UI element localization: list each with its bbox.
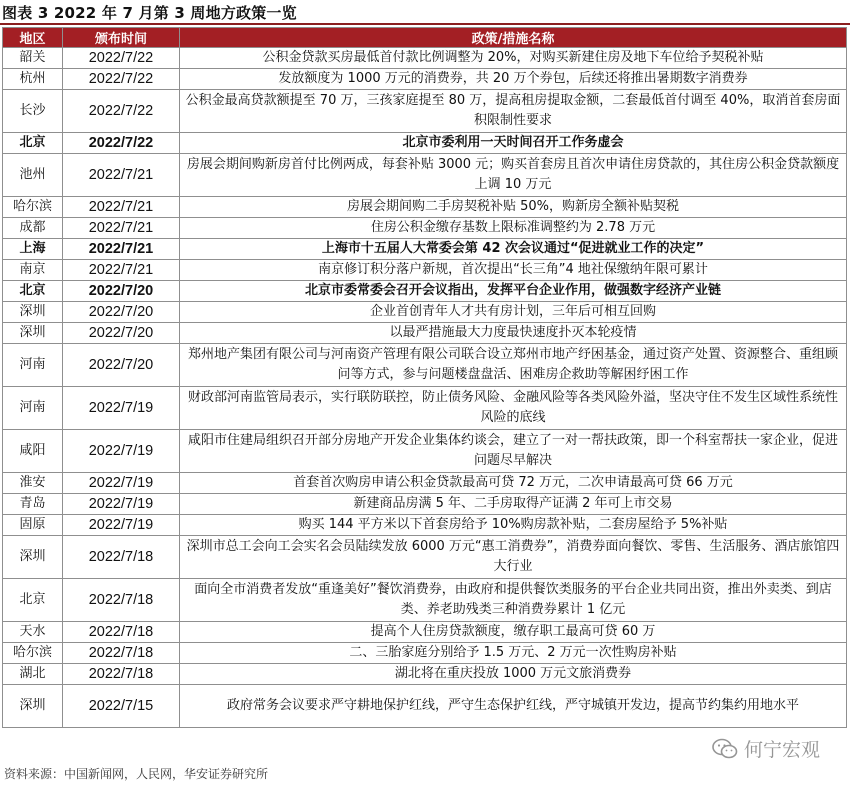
table-row bbox=[3, 154, 847, 197]
cell-region: 成都 bbox=[3, 218, 63, 239]
cell-date: 2022/7/21 bbox=[63, 197, 180, 218]
cell-region: 长沙 bbox=[3, 90, 63, 133]
table-row bbox=[3, 48, 847, 69]
policy-table-body bbox=[3, 48, 847, 728]
cell-region: 北京 bbox=[3, 281, 63, 302]
cell-policy: 房展会期间购二手房契税补贴 50%，购新房全额补贴契税 bbox=[180, 197, 847, 218]
table-row bbox=[3, 218, 847, 239]
cell-policy: 面向全市消费者发放“重逢美好”餐饮消费券，由政府和提供餐饮类服务的平台企业共同出资，推出外卖类、到店类、养老助残类三种消费券累计 1 亿元 bbox=[180, 579, 847, 622]
table-row bbox=[3, 664, 847, 685]
cell-date: 2022/7/19 bbox=[63, 430, 180, 473]
cell-region: 深圳 bbox=[3, 302, 63, 323]
cell-region: 河南 bbox=[3, 387, 63, 430]
cell-date: 2022/7/20 bbox=[63, 302, 180, 323]
cell-policy: 深圳市总工会向工会实名会员陆续发放 6000 万元“惠工消费券”，消费券面向餐饮、零售、生活服务、酒店旅馆四大行业 bbox=[180, 536, 847, 579]
cell-policy: 郑州地产集团有限公司与河南资产管理有限公司联合设立郑州市地产纾困基金，通过资产处置、资源整合、重组顾问等方式，参与问题楼盘盘活、困难房企救助等解困纾困工作 bbox=[180, 344, 847, 387]
header-region: 地区 bbox=[3, 28, 63, 48]
cell-region: 哈尔滨 bbox=[3, 197, 63, 218]
cell-date: 2022/7/22 bbox=[63, 69, 180, 90]
cell-date: 2022/7/18 bbox=[63, 664, 180, 685]
table-row bbox=[3, 197, 847, 218]
cell-region: 固原 bbox=[3, 515, 63, 536]
table-row bbox=[3, 281, 847, 302]
cell-date: 2022/7/19 bbox=[63, 494, 180, 515]
header-date: 颁布时间 bbox=[63, 28, 180, 48]
cell-region: 湖北 bbox=[3, 664, 63, 685]
table-row bbox=[3, 387, 847, 430]
cell-region: 天水 bbox=[3, 622, 63, 643]
table-row bbox=[3, 536, 847, 579]
cell-date: 2022/7/19 bbox=[63, 473, 180, 494]
cell-policy: 南京修订积分落户新规，首次提出“长三角”4 地社保缴纳年限可累计 bbox=[180, 260, 847, 281]
cell-policy: 北京市委利用一天时间召开工作务虚会 bbox=[180, 133, 847, 154]
table-row bbox=[3, 323, 847, 344]
cell-date: 2022/7/22 bbox=[63, 133, 180, 154]
table-row bbox=[3, 239, 847, 260]
cell-region: 河南 bbox=[3, 344, 63, 387]
cell-date: 2022/7/21 bbox=[63, 260, 180, 281]
cell-region: 青岛 bbox=[3, 494, 63, 515]
cell-date: 2022/7/22 bbox=[63, 48, 180, 69]
table-row bbox=[3, 643, 847, 664]
watermark-text: 何宁宏观 bbox=[743, 739, 820, 761]
cell-policy: 购买 144 平方米以下首套房给予 10%购房款补贴，二套房屋给予 5%补贴 bbox=[180, 515, 847, 536]
cell-region: 深圳 bbox=[3, 536, 63, 579]
cell-policy: 二、三胎家庭分别给予 1.5 万元、2 万元一次性购房补贴 bbox=[180, 643, 847, 664]
table-row bbox=[3, 90, 847, 133]
cell-policy: 咸阳市住建局组织召开部分房地产开发企业集体约谈会，建立了一对一帮扶政策，即一个科室帮扶一家企业，促进问题尽早解决 bbox=[180, 430, 847, 473]
cell-date: 2022/7/21 bbox=[63, 239, 180, 260]
cell-date: 2022/7/18 bbox=[63, 536, 180, 579]
table-row bbox=[3, 133, 847, 154]
watermark bbox=[712, 735, 820, 762]
table-row bbox=[3, 579, 847, 622]
cell-date: 2022/7/21 bbox=[63, 154, 180, 197]
cell-policy: 提高个人住房贷款额度，缴存职工最高可贷 60 万 bbox=[180, 622, 847, 643]
cell-date: 2022/7/18 bbox=[63, 622, 180, 643]
table-row bbox=[3, 685, 847, 728]
table-row bbox=[3, 344, 847, 387]
cell-policy: 公积金贷款买房最低首付款比例调整为 20%，对购买新建住房及地下车位给予契税补贴 bbox=[180, 48, 847, 69]
source-note: 资料来源：中国新闻网，人民网，华安证券研究所 bbox=[4, 767, 269, 781]
table-row bbox=[3, 622, 847, 643]
cell-policy: 住房公积金缴存基数上限标准调整约为 2.78 万元 bbox=[180, 218, 847, 239]
wechat-icon bbox=[712, 738, 738, 760]
cell-policy: 房展会期间购新房首付比例两成，每套补贴 3000 元；购买首套房且首次申请住房贷款的，其住房公积金贷款额度上调 10 万元 bbox=[180, 154, 847, 197]
cell-date: 2022/7/20 bbox=[63, 344, 180, 387]
title-divider bbox=[0, 23, 850, 25]
table-row bbox=[3, 494, 847, 515]
cell-date: 2022/7/18 bbox=[63, 643, 180, 664]
cell-date: 2022/7/19 bbox=[63, 515, 180, 536]
cell-policy: 首套首次购房申请公积金贷款最高可贷 72 万元，二次申请最高可贷 66 万元 bbox=[180, 473, 847, 494]
cell-region: 南京 bbox=[3, 260, 63, 281]
table-row bbox=[3, 515, 847, 536]
cell-date: 2022/7/18 bbox=[63, 579, 180, 622]
table-row bbox=[3, 69, 847, 90]
cell-policy: 以最严措施最大力度最快速度扑灭本轮疫情 bbox=[180, 323, 847, 344]
cell-policy: 上海市十五届人大常委会第 42 次会议通过“促进就业工作的决定” bbox=[180, 239, 847, 260]
cell-policy: 湖北将在重庆投放 1000 万元文旅消费券 bbox=[180, 664, 847, 685]
cell-region: 深圳 bbox=[3, 685, 63, 728]
cell-policy: 发放额度为 1000 万元的消费券，共 20 万个券包，后续还将推出暑期数字消费券 bbox=[180, 69, 847, 90]
cell-policy: 公积金最高贷款额提至 70 万，三孩家庭提至 80 万，提高租房提取金额，二套最低首付调至 40%，取消首套房面积限制性要求 bbox=[180, 90, 847, 133]
cell-region: 北京 bbox=[3, 133, 63, 154]
cell-policy: 财政部河南监管局表示，实行联防联控，防止债务风险、金融风险等各类风险外溢，坚决守住不发生区域性系统性风险的底线 bbox=[180, 387, 847, 430]
cell-region: 池州 bbox=[3, 154, 63, 197]
table-row bbox=[3, 473, 847, 494]
cell-policy: 政府常务会议要求严守耕地保护红线，严守生态保护红线，严守城镇开发边，提高节约集约用地水平 bbox=[180, 685, 847, 728]
cell-date: 2022/7/19 bbox=[63, 387, 180, 430]
cell-date: 2022/7/20 bbox=[63, 323, 180, 344]
cell-policy: 新建商品房满 5 年、二手房取得产证满 2 年可上市交易 bbox=[180, 494, 847, 515]
table-row bbox=[3, 430, 847, 473]
table-row bbox=[3, 302, 847, 323]
cell-region: 北京 bbox=[3, 579, 63, 622]
header-policy: 政策/措施名称 bbox=[180, 28, 847, 48]
policy-table bbox=[2, 27, 847, 728]
cell-region: 哈尔滨 bbox=[3, 643, 63, 664]
cell-region: 上海 bbox=[3, 239, 63, 260]
cell-region: 杭州 bbox=[3, 69, 63, 90]
table-header-row bbox=[3, 28, 847, 48]
cell-region: 深圳 bbox=[3, 323, 63, 344]
cell-date: 2022/7/20 bbox=[63, 281, 180, 302]
table-row bbox=[3, 260, 847, 281]
figure-title: 图表 3 2022 年 7 月第 3 周地方政策一览 bbox=[2, 4, 297, 22]
cell-region: 韶关 bbox=[3, 48, 63, 69]
cell-region: 咸阳 bbox=[3, 430, 63, 473]
cell-date: 2022/7/21 bbox=[63, 218, 180, 239]
cell-region: 淮安 bbox=[3, 473, 63, 494]
cell-date: 2022/7/22 bbox=[63, 90, 180, 133]
cell-date: 2022/7/15 bbox=[63, 685, 180, 728]
cell-policy: 北京市委常委会召开会议指出，发挥平台企业作用，做强数字经济产业链 bbox=[180, 281, 847, 302]
cell-policy: 企业首创青年人才共有房计划，三年后可相互回购 bbox=[180, 302, 847, 323]
